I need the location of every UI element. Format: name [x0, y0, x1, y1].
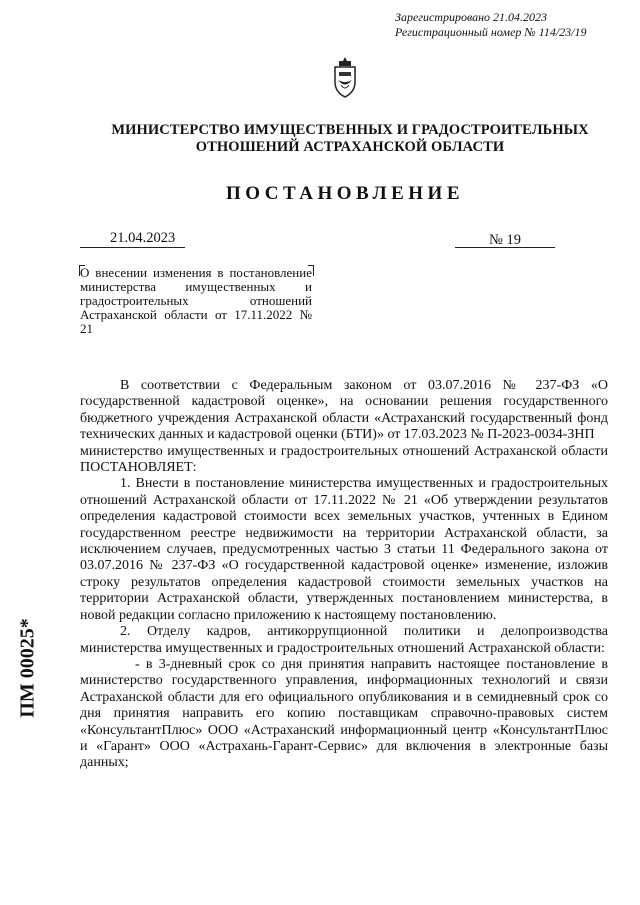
coat-of-arms-icon [330, 56, 360, 98]
registration-block [395, 10, 587, 40]
document-subject: О внесении изменения в постановление министерства имущественных и градостроительных отношений Астраханской области от 17.11.2022 № 21 [80, 265, 312, 336]
ministry-heading [80, 122, 620, 156]
side-stamp [12, 598, 44, 738]
document-date: 21.04.2023 [110, 230, 176, 246]
number-underline [455, 247, 555, 248]
paragraph-preamble: В соответствии с Федеральным законом от 03.07.2016 № 237-ФЗ «О государственной кадастровой оценке», на основании решения государственного бюджетного учреждения Астраханской области «Астраханский государственный фонд технических данных и кадастровой оценки (БТИ)» от 17.03.2023 № П-2023-0034-ЗНП [80, 378, 608, 443]
ministry-line-1: МИНИСТЕРСТВО ИМУЩЕСТВЕННЫХ И ГРАДОСТРОИТЕЛЬНЫХ [111, 122, 589, 138]
document-title: ПОСТАНОВЛЕНИЕ [225, 183, 465, 204]
paragraph-item-2: 2. Отделу кадров, антикоррупционной политики и делопроизводства министерства имущественных и градостроительных отношений Астраханской области: [80, 624, 608, 656]
paragraph-resolves: министерство имущественных и градостроительных отношений Астраханской области ПОСТАНОВЛЯЕТ: [80, 443, 608, 476]
registration-number: Регистрационный номер № 114/23/19 [395, 25, 587, 39]
ministry-line-2: ОТНОШЕНИЙ АСТРАХАНСКОЙ ОБЛАСТИ [195, 139, 505, 155]
document-body [80, 378, 608, 772]
date-underline [80, 247, 185, 248]
document-number: № 19 [489, 232, 521, 248]
paragraph-item-1: 1. Внести в постановление министерства имущественных и градостроительных отношений Астраханской области от 17.11.2022 № 21 «Об утверждении результатов определения кадастровой стоимости всех земельных участков, учтенных в Едином государственном реестре недвижимости на территории Астраханской области, за исключением случаев, предусмотренных частью 3 статьи 11 Федерального закона от 03.07.2016 № 237-ФЗ «О государственной кадастровой оценке» изменение, изложив строку результатов определения кадастровой стоимости земельных участков на территории Астраханской области, утвержденных постановлением министерства, в новой редакции согласно приложению к настоящему постановлению. [80, 476, 608, 623]
side-stamp-text: ПМ 00025* [16, 618, 39, 718]
registration-date: Зарегистрировано 21.04.2023 [395, 10, 548, 24]
paragraph-item-2-sub: - в 3-дневный срок со дня принятия направить настоящее постановление в министерство государственного управления, информационных технологий и связи Астраханской области для его официального опубликования и в семидневный срок со дня принятия направить его копию поставщикам справочно-правовых систем «КонсультантПлюс» ООО «Астраханский информационный центр «КонсультантПлюс и «Гарант» ООО «Астрахань-Гарант-Сервис» для включения в электронные базы данных; [80, 656, 608, 771]
